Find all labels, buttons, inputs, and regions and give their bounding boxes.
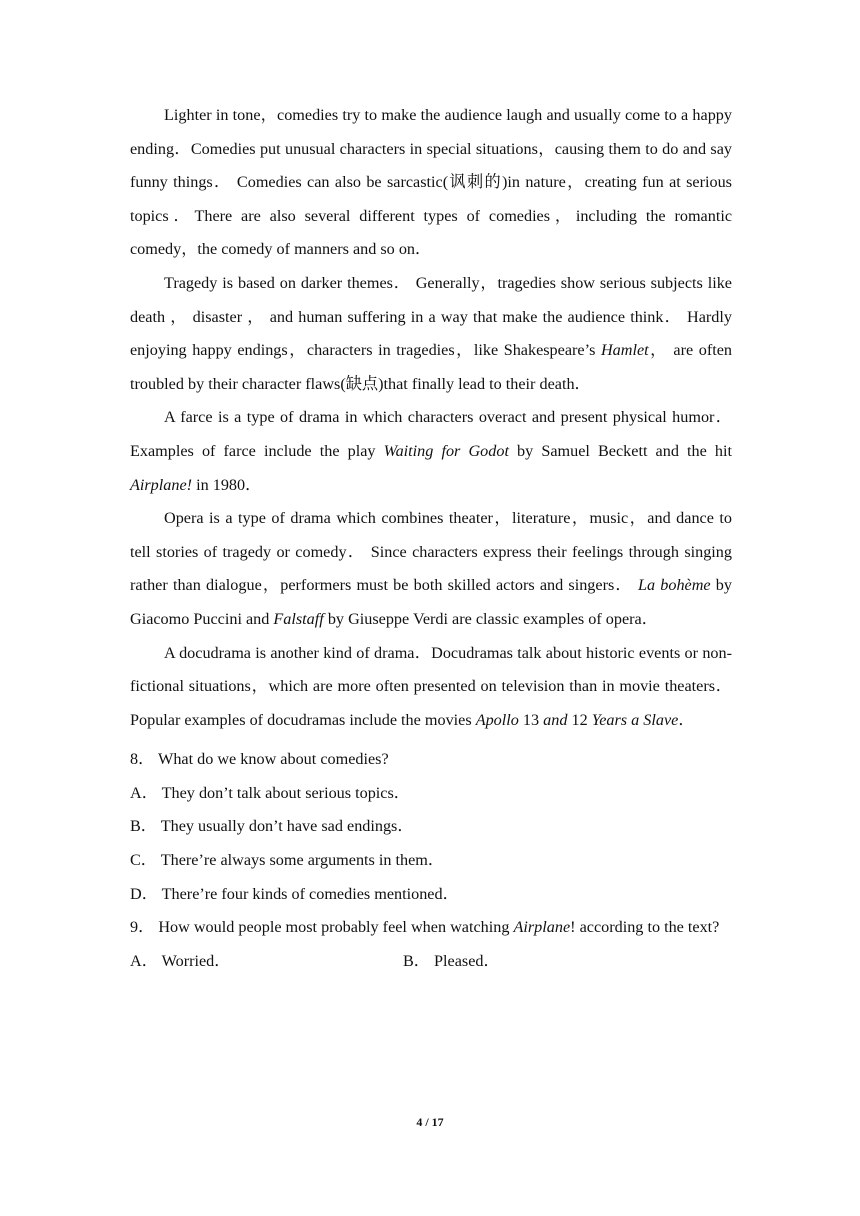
title-years-a-slave: Years a Slave [591, 710, 679, 729]
page-number: 4 / 17 [416, 1115, 444, 1129]
paragraph-text: by Giuseppe Verdi are classic examples of opera． [323, 609, 658, 628]
paragraph-text: 13 [518, 710, 544, 729]
paragraph-text: 12 [567, 710, 592, 729]
paragraph-text: in 1980． [192, 475, 262, 494]
option-b: B． They usually don’t have sad endings． [130, 817, 414, 836]
options-row [130, 945, 732, 979]
question-stem: 8． What do we know about comedies? [130, 750, 389, 769]
question-8 [130, 743, 732, 911]
paragraph-text: by Samuel Beckett and the hit [508, 441, 732, 460]
question-9 [130, 911, 732, 978]
paragraph-text: by Giacomo Puccini and [130, 576, 732, 628]
question-text: 9． How would people most probably feel when watching [130, 918, 514, 937]
option-b: B． Pleased． [403, 951, 500, 970]
title-airplane: Airplane [513, 918, 571, 937]
passage-paragraph-opera [130, 502, 732, 636]
title-waiting-for-godot: Waiting for Godot [383, 441, 509, 460]
passage-paragraph-farce [130, 401, 732, 502]
paragraph-text: A docudrama is another kind of drama．Docudramas talk about historic events or non- fictional situations，which are more often presented on television than in movie theaters．Popular examples of docudramas include the movies [130, 643, 732, 729]
option-a: A． Worried． [130, 951, 231, 970]
paragraph-text: ， are often troubled by their character flaws(缺点)that finally lead to their death． [130, 341, 732, 393]
question-text: ! according to the text? [570, 918, 720, 937]
option-a: A． They don’t talk about serious topics． [130, 783, 410, 802]
title-apollo: Apollo [475, 710, 519, 729]
title-hamlet: Hamlet [600, 341, 649, 360]
passage-paragraph-comedies [130, 99, 732, 267]
paragraph-text: ． [678, 710, 695, 729]
passage-paragraph-docudrama [130, 637, 732, 738]
option-c: C． There’re always some arguments in them． [130, 851, 445, 870]
title-falstaff: Falstaff [273, 609, 324, 628]
document-body [130, 99, 732, 978]
question-stem [130, 911, 732, 945]
passage-paragraph-tragedy [130, 267, 732, 401]
paragraph-text: A farce is a type of drama in which characters overact and present physical humor． Examples of farce include the play [130, 408, 732, 460]
title-la-boheme: La bohème [637, 576, 711, 595]
paragraph-text: Lighter in tone，comedies try to make the audience laugh and usually come to a happy ending．Comedies put unusual characters in special situations，causing them to do and say funny things． Comedies can also be sarcastic(讽刺的)in nature，creating fun at serious topics．There are also several different types of comedies，including the romantic comedy，the comedy of manners and so on． [130, 106, 732, 259]
italic-and: and [543, 710, 568, 729]
paragraph-text: Opera is a type of drama which combines theater，literature，music，and dance to tell stories of tragedy or comedy． Since characters express their feelings through singing rather than dialogue，performers must be both skilled actors and singers． [130, 509, 732, 595]
title-airplane: Airplane! [130, 475, 193, 494]
option-d: D． There’re four kinds of comedies mentioned． [130, 884, 459, 903]
paragraph-text: Tragedy is based on darker themes． Generally，tragedies show serious subjects like death ， disaster ， and human suffering in a way that make the audience think． Hardly enjoying happy endings，characters in tragedies，like Shakespeare’s [130, 273, 732, 360]
